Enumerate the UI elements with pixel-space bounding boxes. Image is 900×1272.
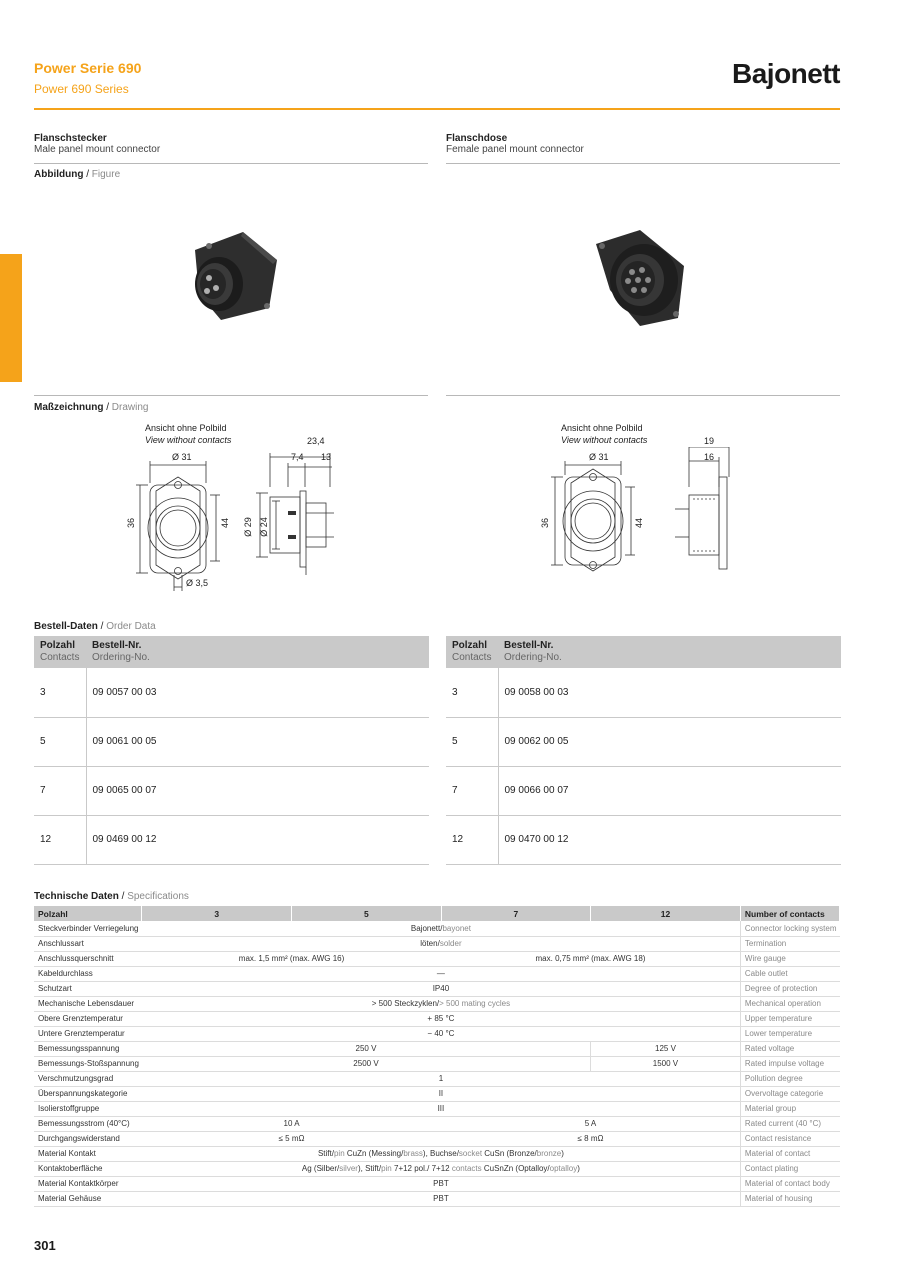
- left-title-en: Male panel mount connector: [34, 144, 161, 155]
- spec-label-de: Material Gehäuse: [34, 1191, 142, 1206]
- table-row: [34, 1131, 840, 1146]
- spec-value: + 85 °C: [142, 1011, 740, 1026]
- order-number-cell: 09 0469 00 12: [86, 815, 429, 864]
- female-connector-photo: [590, 228, 690, 328]
- spec-label-en: Mechanical operation: [740, 996, 839, 1011]
- spec-label-de: Verschmutzungsgrad: [34, 1071, 142, 1086]
- contacts-header: [34, 636, 86, 668]
- left-dim-7-4: 7,4: [291, 452, 304, 462]
- spec-value-en: bayonet: [442, 923, 471, 933]
- table-row: [34, 1161, 840, 1176]
- spec-label-de: Bemessungs-Stoßspannung: [34, 1056, 142, 1071]
- table-row: [34, 1116, 840, 1131]
- spec-label-de: Isolierstoffgruppe: [34, 1101, 142, 1116]
- series-title-en: Power 690 Series: [34, 82, 129, 96]
- spec-text-en: brass: [403, 1149, 423, 1158]
- spec-label-en: Contact resistance: [740, 1131, 839, 1146]
- order-number-cell: 09 0062 00 05: [498, 717, 841, 766]
- spec-text-en: optalloy: [549, 1164, 578, 1173]
- ordering-header-en: Ordering-No.: [504, 652, 562, 663]
- spec-header-3: 3: [142, 906, 292, 921]
- table-row: [34, 936, 840, 951]
- spec-label-de: Material Kontakt: [34, 1146, 142, 1161]
- left-view-note-de: Ansicht ohne Polbild: [145, 423, 227, 433]
- spec-label-de: Bemessungsstrom (40°C): [34, 1116, 142, 1131]
- table-row: [34, 966, 840, 981]
- spec-value-de: > 500 Steckzyklen: [371, 999, 437, 1008]
- spec-text: ): [561, 1149, 564, 1158]
- spec-label-de: Mechanische Lebensdauer: [34, 996, 142, 1011]
- spec-header-5: 5: [292, 906, 442, 921]
- order-data-label-en: Order Data: [106, 621, 156, 632]
- spec-label-en: Termination: [740, 936, 839, 951]
- order-number-cell: 09 0066 00 07: [498, 766, 841, 815]
- table-row: [34, 1041, 840, 1056]
- table-row: [34, 815, 429, 864]
- spec-value-3-5: 10 A: [142, 1116, 441, 1131]
- spec-label-en: Material of housing: [740, 1191, 839, 1206]
- table-row: [34, 1011, 840, 1026]
- figure-label: Abbildung / Figure: [34, 169, 121, 180]
- spec-label-en: Rated impulse voltage: [740, 1056, 839, 1071]
- spec-value: —: [142, 966, 740, 981]
- spec-label-en: Material of contact: [740, 1146, 839, 1161]
- spec-text: ): [577, 1164, 580, 1173]
- spec-label-en: Wire gauge: [740, 951, 839, 966]
- spec-value-7-12: 5 A: [441, 1116, 740, 1131]
- spec-text-en: bronze: [536, 1149, 562, 1158]
- spec-label-de: Kontaktoberfläche: [34, 1161, 142, 1176]
- right-dim-36: 36: [540, 517, 551, 529]
- spec-label-en: Cable outlet: [740, 966, 839, 981]
- ordering-header-de: Bestell-Nr.: [92, 640, 142, 651]
- spec-label-en: Lower temperature: [740, 1026, 839, 1041]
- spec-label-en: Rated current (40 °C): [740, 1116, 839, 1131]
- spec-header-row: [34, 906, 840, 921]
- ordering-header-de: Bestell-Nr.: [504, 640, 554, 651]
- spec-header-12: 12: [591, 906, 741, 921]
- order-table-header: [34, 636, 429, 668]
- left-dim-13: 13: [321, 452, 332, 462]
- order-table-header: [446, 636, 841, 668]
- order-number-cell: 09 0061 00 05: [86, 717, 429, 766]
- left-dim-diameter-24: Ø 24: [258, 517, 269, 537]
- page-number: 301: [34, 1238, 56, 1253]
- spec-text: CuSn (Bronze/: [482, 1149, 537, 1158]
- spec-label-en: Material group: [740, 1101, 839, 1116]
- spec-value-12: 125 V: [591, 1041, 741, 1056]
- table-row: [34, 717, 429, 766]
- spec-value-3-7: 2500 V: [142, 1056, 591, 1071]
- spec-value-12: 1500 V: [591, 1056, 741, 1071]
- table-row: [446, 766, 841, 815]
- table-row: [34, 1101, 840, 1116]
- table-row: [34, 981, 840, 996]
- table-row: [446, 815, 841, 864]
- order-number-cell: 09 0470 00 12: [498, 815, 841, 864]
- spec-label-en: Connector locking system: [740, 921, 839, 936]
- right-dim-16: 16: [704, 452, 715, 462]
- spec-text: 7+12 pol./ 7+12: [391, 1164, 452, 1173]
- figure-bottom-rule-right: [446, 395, 840, 396]
- spec-label-en: Contact plating: [740, 1161, 839, 1176]
- spec-label-de: Anschlussquerschnitt: [34, 951, 142, 966]
- spec-value: > 500 Steckzyklen/> 500 mating cycles: [142, 996, 740, 1011]
- table-row: [34, 1176, 840, 1191]
- table-row: [34, 1086, 840, 1101]
- spec-label-en: Specifications: [127, 891, 189, 902]
- spec-label-en: Upper temperature: [740, 1011, 839, 1026]
- right-title-en: Female panel mount connector: [446, 144, 584, 155]
- connector-type-title: Bajonett: [732, 58, 840, 89]
- spec-value: III: [142, 1101, 740, 1116]
- left-title-de: Flanschstecker: [34, 133, 107, 144]
- series-title-de: Power Serie 690: [34, 60, 142, 76]
- spec-text-en: pin: [381, 1164, 392, 1173]
- spec-value-en: > 500 mating cycles: [439, 999, 511, 1008]
- order-number-cell: 09 0065 00 07: [86, 766, 429, 815]
- contacts-cell: 7: [446, 766, 498, 815]
- spec-text: ), Stift/: [357, 1164, 382, 1173]
- spec-text: ), Buchse/: [422, 1149, 459, 1158]
- contacts-header-en: Contacts: [452, 652, 492, 663]
- spec-value-7-12: max. 0,75 mm² (max. AWG 18): [441, 951, 740, 966]
- header-rule: [34, 108, 840, 110]
- spec-text-en: socket: [458, 1149, 483, 1158]
- ordering-header: [86, 636, 429, 668]
- left-heading-rule: [34, 163, 428, 164]
- spec-label-de: Material Kontaktkörper: [34, 1176, 142, 1191]
- contacts-cell: 5: [34, 717, 86, 766]
- ordering-header-en: Ordering-No.: [92, 652, 150, 663]
- order-number-cell: 09 0058 00 03: [498, 668, 841, 717]
- spec-value: Bajonett/bayonet: [142, 921, 740, 936]
- spec-value-en: solder: [439, 939, 462, 948]
- spec-header-label: Polzahl: [34, 906, 142, 921]
- order-data-label: Bestell-Daten / Order Data: [34, 621, 156, 632]
- right-dim-44: 44: [634, 517, 645, 529]
- table-row: [446, 668, 841, 717]
- left-dim-23-4: 23,4: [307, 436, 325, 446]
- spec-label-en: Degree of protection: [740, 981, 839, 996]
- figure-label-de: Abbildung: [34, 169, 84, 180]
- contacts-header-de: Polzahl: [40, 640, 76, 651]
- left-dim-36: 36: [126, 517, 137, 529]
- spec-label-de: Bemessungsspannung: [34, 1041, 142, 1056]
- spec-text: CuZn (Messing/: [344, 1149, 404, 1158]
- spec-value: [142, 1161, 740, 1176]
- drawing-label-de: Maßzeichnung: [34, 402, 104, 413]
- spec-label-de: Steckverbinder Verriegelung: [34, 921, 142, 936]
- spec-label-en: Overvoltage categorie: [740, 1086, 839, 1101]
- table-row: [34, 1191, 840, 1206]
- contacts-header-en: Contacts: [40, 652, 80, 663]
- table-row: [34, 921, 840, 936]
- contacts-cell: 3: [34, 668, 86, 717]
- spec-label: Technische Daten / Specifications: [34, 891, 189, 902]
- table-row: [446, 717, 841, 766]
- table-row: [34, 668, 429, 717]
- drawing-label: Maßzeichnung / Drawing: [34, 402, 149, 413]
- spec-label-en: Rated voltage: [740, 1041, 839, 1056]
- table-row: [34, 996, 840, 1011]
- order-data-label-de: Bestell-Daten: [34, 621, 98, 632]
- contacts-cell: 12: [446, 815, 498, 864]
- spec-text-en: pin: [333, 1149, 345, 1158]
- spec-value: − 40 °C: [142, 1026, 740, 1041]
- left-column-heading: [34, 133, 160, 155]
- spec-value-de: löten: [420, 939, 438, 948]
- spec-value: PBT: [142, 1176, 740, 1191]
- spec-text: CuSnZn (Optalloy/: [481, 1164, 550, 1173]
- spec-label-en: Pollution degree: [740, 1071, 839, 1086]
- table-row: [34, 766, 429, 815]
- male-connector-photo: [185, 228, 285, 323]
- ordering-header: [498, 636, 841, 668]
- spec-label-de: Anschlussart: [34, 936, 142, 951]
- drawing-label-en: Drawing: [111, 402, 149, 413]
- right-column-heading: [446, 133, 584, 155]
- spec-value: IP40: [142, 981, 740, 996]
- contacts-cell: 12: [34, 815, 86, 864]
- order-table-female: [446, 636, 841, 865]
- order-number-cell: 09 0057 00 03: [86, 668, 429, 717]
- table-row: [34, 1146, 840, 1161]
- spec-value-7-12: ≤ 8 mΩ: [441, 1131, 740, 1146]
- spec-text-en: silver: [339, 1164, 358, 1173]
- order-table-male: [34, 636, 429, 865]
- spec-text: Stift: [317, 1149, 332, 1158]
- right-dim-diameter-31: Ø 31: [589, 452, 609, 462]
- contacts-header-de: Polzahl: [452, 640, 488, 651]
- spec-label-de: Überspannungskategorie: [34, 1086, 142, 1101]
- spec-label-de: Schutzart: [34, 981, 142, 996]
- left-dim-diameter-31: Ø 31: [172, 452, 192, 462]
- spec-value-3-7: 250 V: [142, 1041, 591, 1056]
- table-row: [34, 1071, 840, 1086]
- table-row: [34, 1056, 840, 1071]
- spec-label-de: Untere Grenztemperatur: [34, 1026, 142, 1041]
- spec-header-7: 7: [441, 906, 590, 921]
- left-dim-diameter-3-5: Ø 3,5: [186, 578, 209, 588]
- spec-label-de: Kabeldurchlass: [34, 966, 142, 981]
- spec-text-en: contacts: [451, 1164, 482, 1173]
- spec-value: 1: [142, 1071, 740, 1086]
- spec-value: II: [142, 1086, 740, 1101]
- figure-bottom-rule-left: [34, 395, 428, 396]
- spec-header-label-en: Number of contacts: [740, 906, 839, 921]
- spec-label-de: Obere Grenztemperatur: [34, 1011, 142, 1026]
- contacts-cell: 7: [34, 766, 86, 815]
- left-dim-44: 44: [220, 517, 231, 529]
- table-row: [34, 951, 840, 966]
- spec-label-de: Durchgangswiderstand: [34, 1131, 142, 1146]
- table-row: [34, 1026, 840, 1041]
- spec-text: Ag (Silber/: [301, 1164, 340, 1173]
- female-connector-drawing: [535, 447, 750, 577]
- right-view-note-en: View without contacts: [561, 435, 648, 445]
- spec-label-de: Technische Daten: [34, 891, 119, 902]
- contacts-header: [446, 636, 498, 668]
- specifications-table: [34, 906, 840, 1207]
- side-tab-marker: [0, 254, 22, 382]
- right-heading-rule: [446, 163, 840, 164]
- male-connector-drawing: [120, 447, 360, 595]
- left-dim-diameter-29: Ø 29: [242, 517, 253, 537]
- spec-value-3-5: ≤ 5 mΩ: [142, 1131, 441, 1146]
- spec-label-en: Material of contact body: [740, 1176, 839, 1191]
- contacts-cell: 5: [446, 717, 498, 766]
- left-view-note-en: View without contacts: [145, 435, 232, 445]
- right-view-note-de: Ansicht ohne Polbild: [561, 423, 643, 433]
- right-title-de: Flanschdose: [446, 133, 508, 144]
- spec-value: PBT: [142, 1191, 740, 1206]
- spec-value-de: Bajonett: [410, 923, 441, 933]
- spec-value: Stift/pin CuZn (Messing/brass), Buchse/socket CuSn (Bronze/bronze): [142, 1146, 740, 1161]
- right-dim-19: 19: [704, 436, 715, 446]
- figure-label-en: Figure: [91, 169, 121, 180]
- spec-value-3-5: max. 1,5 mm² (max. AWG 16): [142, 951, 441, 966]
- spec-value: löten/solder: [142, 936, 740, 951]
- contacts-cell: 3: [446, 668, 498, 717]
